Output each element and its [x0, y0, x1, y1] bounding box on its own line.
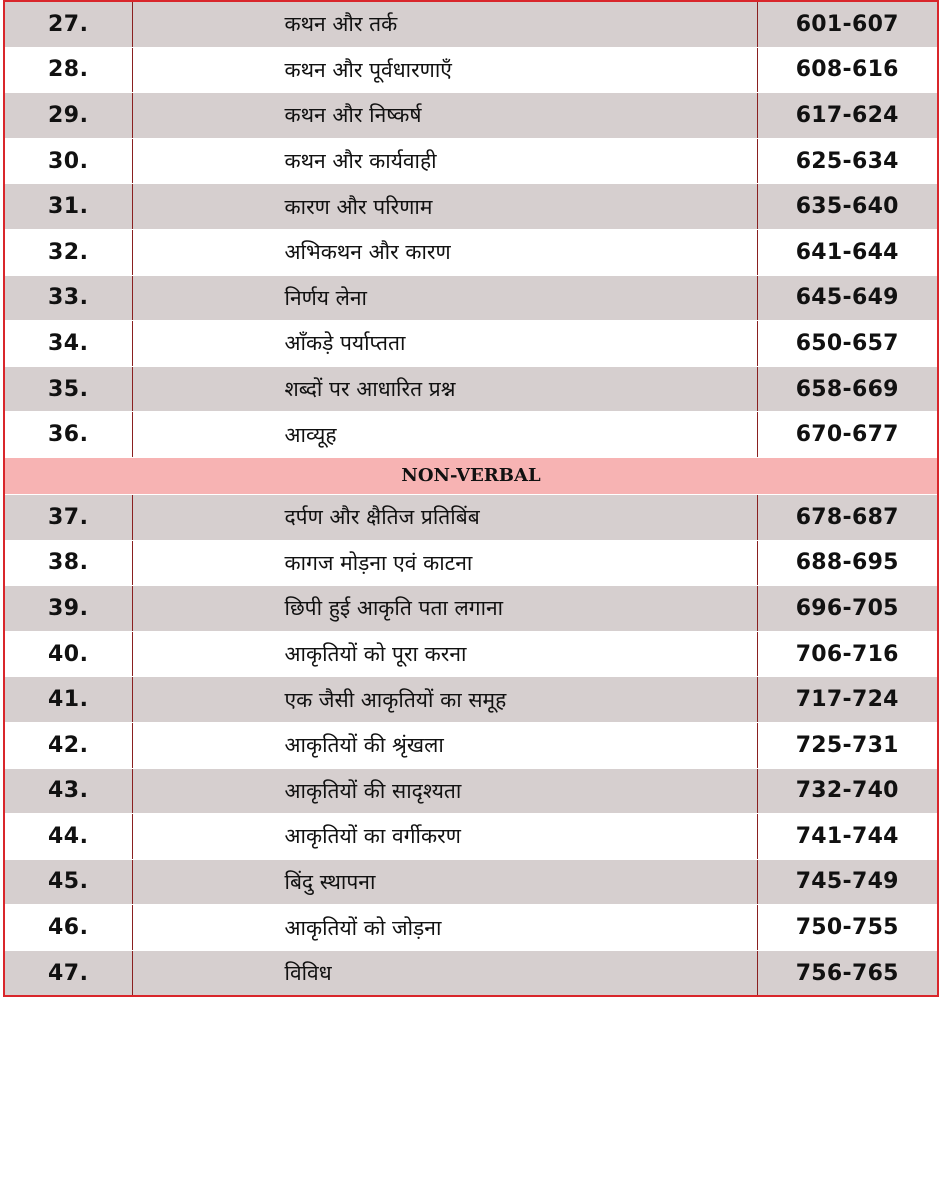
entry-number: 42.	[4, 722, 132, 768]
entry-topic: आकृतियों की सादृश्यता	[132, 768, 757, 814]
toc-row	[4, 321, 938, 367]
entry-number: 36.	[4, 412, 132, 458]
entry-topic: छिपी हुई आकृति पता लगाना	[132, 586, 757, 632]
toc-row	[4, 722, 938, 768]
toc-row	[4, 905, 938, 951]
toc-row	[4, 138, 938, 184]
toc-row	[4, 814, 938, 860]
toc-row	[4, 412, 938, 458]
toc-row	[4, 859, 938, 905]
entry-number: 30.	[4, 138, 132, 184]
entry-page-range: 706-716	[757, 631, 938, 677]
entry-number: 44.	[4, 814, 132, 860]
entry-page-range: 750-755	[757, 905, 938, 951]
entry-number: 28.	[4, 47, 132, 93]
entry-topic: बिंदु स्थापना	[132, 859, 757, 905]
entry-page-range: 601-607	[757, 1, 938, 47]
entry-topic: आकृतियों की श्रृंखला	[132, 722, 757, 768]
toc-row	[4, 275, 938, 321]
entry-number: 46.	[4, 905, 132, 951]
toc-row	[4, 677, 938, 723]
entry-number: 40.	[4, 631, 132, 677]
entry-page-range: 608-616	[757, 47, 938, 93]
toc-row	[4, 93, 938, 139]
toc-row	[4, 184, 938, 230]
entry-topic: आकृतियों को जोड़ना	[132, 905, 757, 951]
toc-row	[4, 229, 938, 275]
toc-row	[4, 494, 938, 540]
entry-number: 45.	[4, 859, 132, 905]
entry-topic: निर्णय लेना	[132, 275, 757, 321]
entry-number: 29.	[4, 93, 132, 139]
section-row	[4, 457, 938, 494]
entry-topic: कथन और पूर्वधारणाएँ	[132, 47, 757, 93]
entry-page-range: 650-657	[757, 321, 938, 367]
entry-page-range: 741-744	[757, 814, 938, 860]
entry-number: 31.	[4, 184, 132, 230]
entry-page-range: 625-634	[757, 138, 938, 184]
toc-row	[4, 586, 938, 632]
toc-row	[4, 540, 938, 586]
entry-topic: आकृतियों को पूरा करना	[132, 631, 757, 677]
entry-topic: शब्दों पर आधारित प्रश्न	[132, 366, 757, 412]
toc-row	[4, 768, 938, 814]
entry-number: 27.	[4, 1, 132, 47]
toc-row	[4, 1, 938, 47]
entry-number: 41.	[4, 677, 132, 723]
entry-number: 33.	[4, 275, 132, 321]
entry-page-range: 645-649	[757, 275, 938, 321]
entry-topic: विविध	[132, 950, 757, 996]
entry-page-range: 617-624	[757, 93, 938, 139]
table-of-contents	[3, 0, 939, 997]
entry-page-range: 688-695	[757, 540, 938, 586]
toc-row	[4, 631, 938, 677]
toc-row	[4, 366, 938, 412]
entry-number: 32.	[4, 229, 132, 275]
toc-body	[4, 1, 938, 996]
entry-page-range: 756-765	[757, 950, 938, 996]
entry-topic: दर्पण और क्षैतिज प्रतिबिंब	[132, 494, 757, 540]
entry-number: 39.	[4, 586, 132, 632]
entry-topic: आव्यूह	[132, 412, 757, 458]
entry-topic: अभिकथन और कारण	[132, 229, 757, 275]
entry-page-range: 670-677	[757, 412, 938, 458]
toc-row	[4, 47, 938, 93]
entry-page-range: 678-687	[757, 494, 938, 540]
entry-number: 38.	[4, 540, 132, 586]
entry-topic: कथन और तर्क	[132, 1, 757, 47]
entry-page-range: 732-740	[757, 768, 938, 814]
entry-page-range: 717-724	[757, 677, 938, 723]
entry-page-range: 658-669	[757, 366, 938, 412]
entry-number: 37.	[4, 494, 132, 540]
entry-page-range: 696-705	[757, 586, 938, 632]
entry-page-range: 641-644	[757, 229, 938, 275]
entry-topic: आकृतियों का वर्गीकरण	[132, 814, 757, 860]
entry-topic: कथन और कार्यवाही	[132, 138, 757, 184]
entry-topic: कथन और निष्कर्ष	[132, 93, 757, 139]
entry-topic: एक जैसी आकृतियों का समूह	[132, 677, 757, 723]
entry-topic: कागज मोड़ना एवं काटना	[132, 540, 757, 586]
toc-row	[4, 950, 938, 996]
entry-page-range: 725-731	[757, 722, 938, 768]
section-heading: NON-VERBAL	[4, 457, 938, 494]
entry-number: 34.	[4, 321, 132, 367]
entry-number: 47.	[4, 950, 132, 996]
entry-number: 35.	[4, 366, 132, 412]
entry-number: 43.	[4, 768, 132, 814]
entry-topic: आँकड़े पर्याप्तता	[132, 321, 757, 367]
entry-page-range: 745-749	[757, 859, 938, 905]
entry-page-range: 635-640	[757, 184, 938, 230]
entry-topic: कारण और परिणाम	[132, 184, 757, 230]
